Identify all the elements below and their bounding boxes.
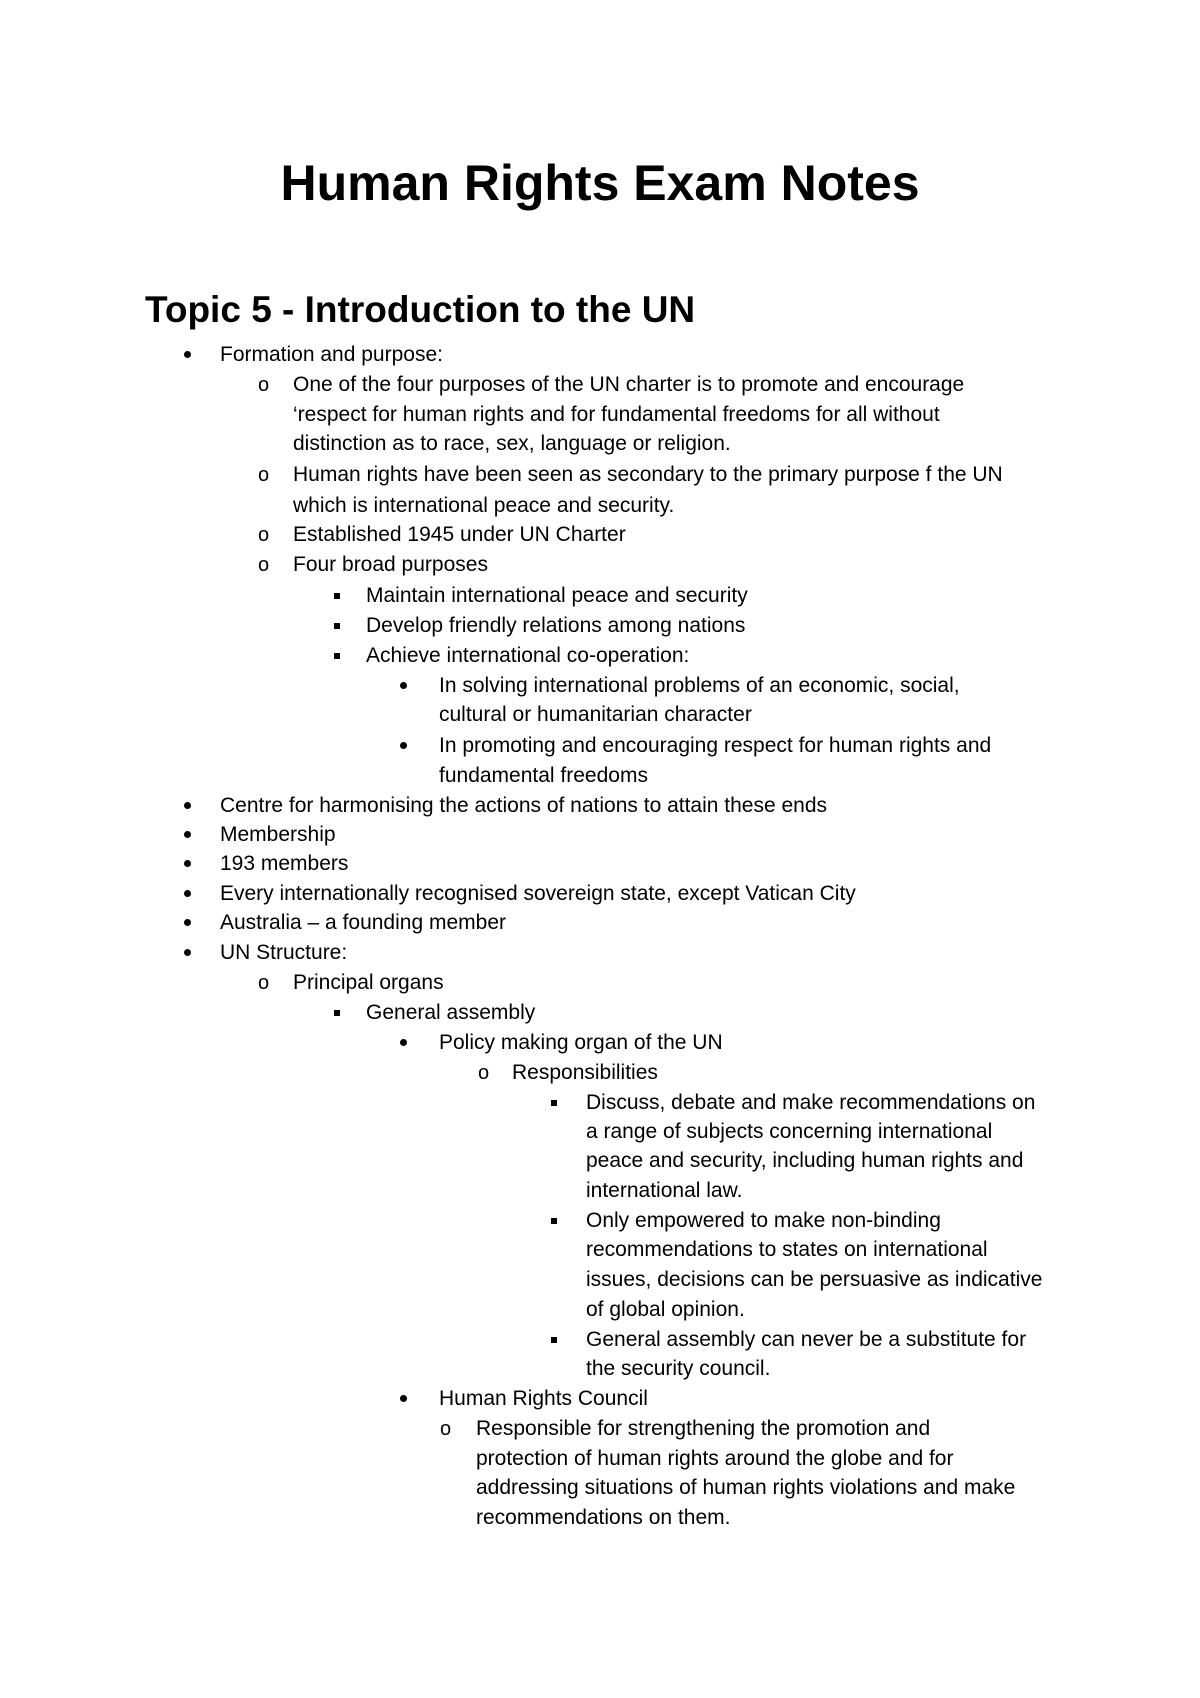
list-item-text: One of the four purposes of the UN charter is to promote and encourage [293,373,965,396]
list-item-text: Centre for harmonising the actions of nations to attain these ends [220,794,828,817]
list-item-text: Only empowered to make non-binding [586,1209,941,1232]
list-item-text: recommendations to states on international [586,1238,988,1261]
list-item-text: In solving international problems of an economic, social, [439,674,960,697]
list-item-text: Responsible for strengthening the promotion and [476,1417,931,1440]
list-item-text: Maintain international peace and security [366,584,748,607]
page-title: Human Rights Exam Notes [280,155,920,211]
topic-heading: Topic 5 - Introduction to the UN [145,289,696,330]
list-item-text: cultural or humanitarian character [439,703,752,726]
list-item-text: General assembly can never be a substitute for [586,1328,1027,1351]
list-item-text: the security council. [586,1357,771,1380]
list-item-text: addressing situations of human rights violations and make [476,1476,1016,1499]
list-item-text: Principal organs [293,971,444,994]
list-item-text: Formation and purpose: [220,343,443,366]
list-item-text: fundamental freedoms [439,764,648,787]
list-item-text: General assembly [366,1001,536,1024]
circle-bullet-icon: o [258,374,270,396]
circle-bullet-icon: o [440,1418,452,1440]
list-item-text: Human rights have been seen as secondary to the primary purpose f the UN [293,463,1003,486]
list-item-text: which is international peace and security. [293,494,675,517]
list-item-text: UN Structure: [220,941,348,964]
list-item-text: 193 members [220,852,349,875]
circle-bullet-icon: o [258,524,270,546]
circle-bullet-icon: o [258,554,270,576]
list-item-text: of global opinion. [586,1298,745,1321]
circle-bullet-icon: o [258,972,270,994]
list-item-text: international law. [586,1179,743,1202]
list-item-text: protection of human rights around the globe and for [476,1447,954,1470]
list-item-text: Develop friendly relations among nations [366,614,746,637]
list-item-text: issues, decisions can be persuasive as indicative [586,1268,1043,1291]
list-item-text: a range of subjects concerning international [586,1120,993,1143]
list-item-text: Human Rights Council [439,1387,648,1410]
list-item-text: Membership [220,823,336,846]
list-item-text: recommendations on them. [476,1506,731,1529]
list-item-text: Australia – a founding member [220,911,506,934]
circle-bullet-icon: o [258,464,270,486]
list-item-text: Achieve international co-operation: [366,644,690,667]
list-item-text: Established 1945 under UN Charter [293,523,626,546]
list-item-text: In promoting and encouraging respect for human rights and [439,734,992,757]
list-item-text: Responsibilities [512,1061,658,1084]
list-item-text: Four broad purposes [293,553,488,576]
list-item-text: Discuss, debate and make recommendations on [586,1091,1036,1114]
list-item-text: ‘respect for human rights and for fundamental freedoms for all without [293,403,940,426]
circle-bullet-icon: o [478,1062,490,1084]
list-item-text: peace and security, including human rights and [586,1149,1024,1172]
list-item-text: Every internationally recognised sovereign state, except Vatican City [220,882,856,905]
list-item-text: distinction as to race, sex, language or religion. [293,432,731,455]
list-item-text: Policy making organ of the UN [439,1031,723,1054]
